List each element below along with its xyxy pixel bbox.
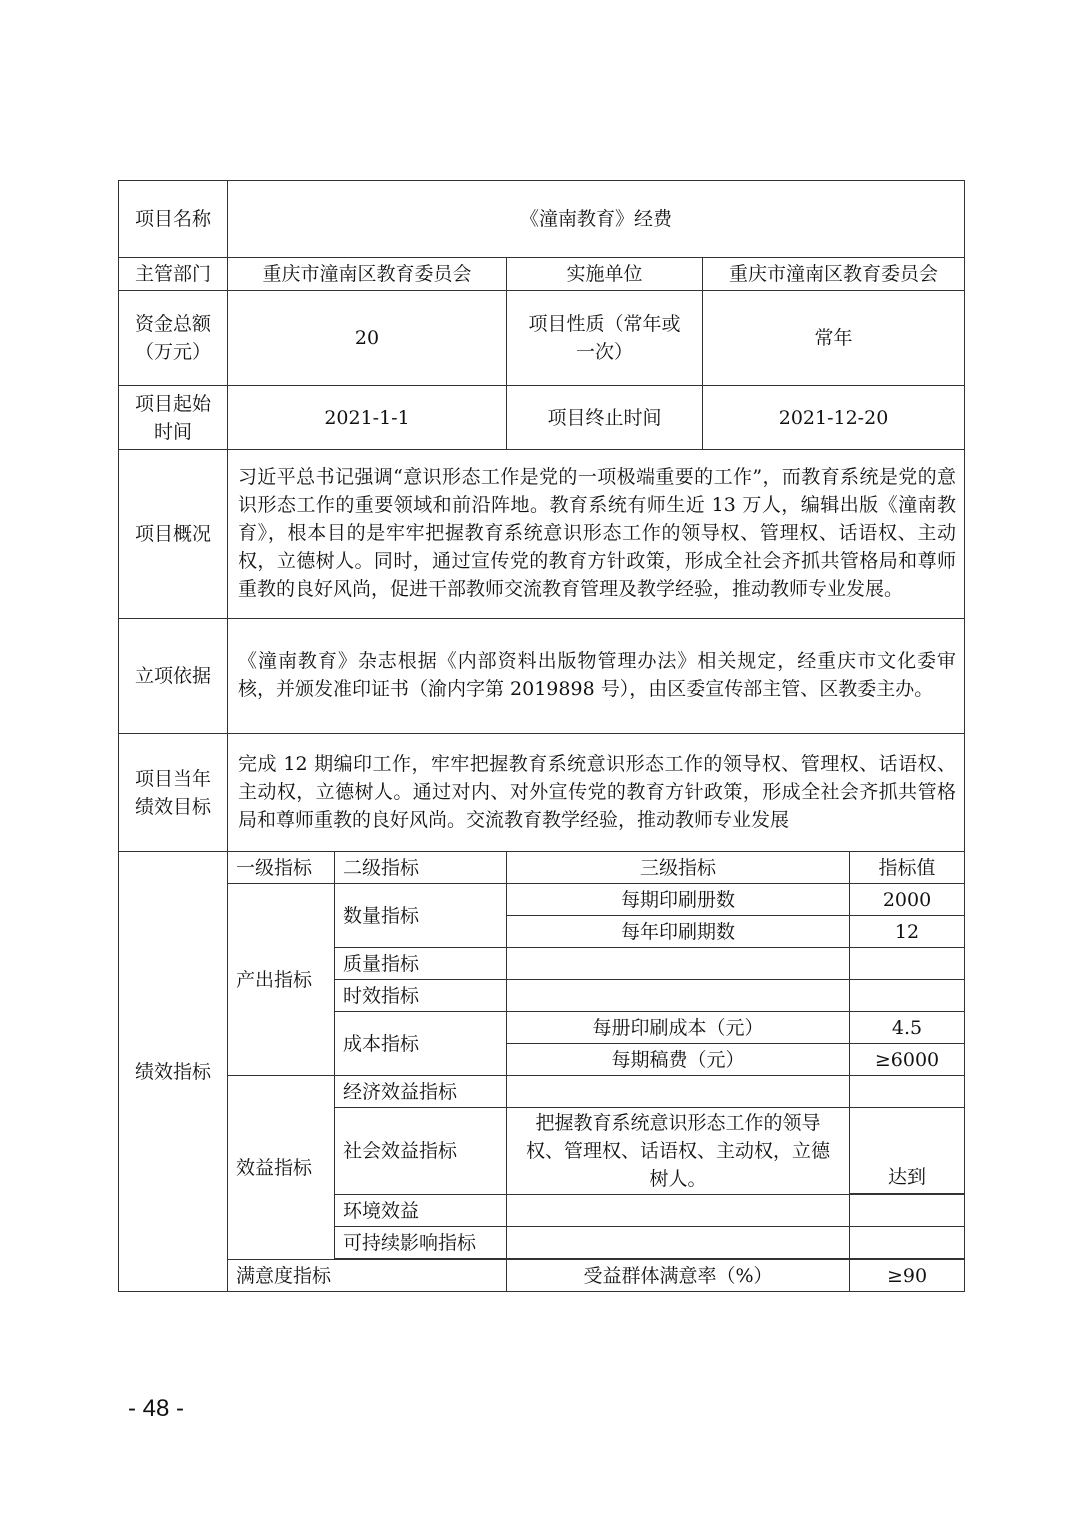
fund-total-label-line1: 资金总额: [134, 313, 211, 335]
project-name-value: 《潼南教育》经费: [228, 181, 965, 258]
sustainable-impact-label: 可持续影响指标: [335, 1227, 507, 1259]
social-benefit-detail: 把握教育系统意识形态工作的领导权、管理权、话语权、主动权，立德树人。: [507, 1108, 850, 1195]
print-cost-value: 4.5: [850, 1012, 965, 1044]
start-time-label: [119, 386, 228, 450]
project-nature-value: 常年: [703, 291, 965, 386]
timeliness-indicator-value: [850, 980, 965, 1012]
end-time-value: 2021-12-20: [703, 386, 965, 450]
start-time-value: 2021-1-1: [228, 386, 507, 450]
timeliness-indicator-label: 时效指标: [335, 980, 507, 1012]
annual-goal-label-line1: 项目当年: [134, 767, 211, 790]
performance-label: 绩效指标: [119, 852, 228, 1292]
project-performance-table: [118, 180, 965, 1292]
sustainable-impact-value: [850, 1227, 965, 1259]
fund-total-label-line2: （万元）: [134, 341, 211, 363]
fund-total-label: [119, 291, 228, 386]
annual-goal-text: 完成 12 期编印工作，牢牢把握教育系统意识形态工作的领导权、管理权、话语权、主动权，立德树人。通过对内、对外宣传党的教育方针政策，形成全社会齐抓共管格局和尊师重教的良好风尚。交流教育教学经验，推动教师专业发展: [228, 734, 965, 852]
basis-label: 立项依据: [119, 619, 228, 734]
manuscript-fee-value: ≥6000: [850, 1044, 965, 1076]
quality-indicator-value: [850, 948, 965, 980]
satisfaction-rate-label: 受益群体满意率（%）: [507, 1260, 850, 1292]
copies-per-issue-value: 2000: [850, 884, 965, 916]
header-level3: 三级指标: [507, 852, 850, 884]
implementing-unit-value: 重庆市潼南区教育委员会: [703, 258, 965, 291]
project-nature-label: [507, 291, 703, 386]
implementing-unit-label: 实施单位: [507, 258, 703, 291]
basis-text: 《潼南教育》杂志根据《内部资料出版物管理办法》相关规定，经重庆市文化委审核，并颁发准印证书（渝内字第 2019898 号），由区委宣传部主管、区教委主办。: [228, 619, 965, 734]
satisfaction-indicator-label: 满意度指标: [228, 1260, 507, 1292]
end-time-label: 项目终止时间: [507, 386, 703, 450]
economic-benefit-detail: [507, 1076, 850, 1108]
cost-indicator-label: 成本指标: [335, 1012, 507, 1076]
sustainable-impact-detail: [507, 1227, 850, 1259]
copies-per-issue-label: 每期印刷册数: [507, 884, 850, 916]
environmental-benefit-label: 环境效益: [335, 1195, 507, 1227]
environmental-benefit-detail: [507, 1195, 850, 1227]
quality-indicator-label: 质量指标: [335, 948, 507, 980]
header-level2: 二级指标: [335, 852, 507, 884]
project-name-label: 项目名称: [119, 181, 228, 258]
issues-per-year-value: 12: [850, 916, 965, 948]
manuscript-fee-label: 每期稿费（元）: [507, 1044, 850, 1076]
print-cost-label: 每册印刷成本（元）: [507, 1012, 850, 1044]
header-value: 指标值: [850, 852, 965, 884]
start-time-label-line1: 项目起始: [134, 392, 211, 415]
annual-goal-label-line2: 绩效目标: [134, 795, 211, 818]
issues-per-year-label: 每年印刷期数: [507, 916, 850, 948]
social-benefit-value: 达到: [850, 1108, 965, 1194]
header-level1: 一级指标: [228, 852, 335, 884]
annual-goal-label: [119, 734, 228, 852]
quality-indicator-detail: [507, 948, 850, 980]
overview-label: 项目概况: [119, 450, 228, 619]
start-time-label-line2: 时间: [153, 420, 192, 443]
department-label: 主管部门: [119, 258, 228, 291]
timeliness-indicator-detail: [507, 980, 850, 1012]
fund-total-value: 20: [228, 291, 507, 386]
project-nature-label-line2: 一次）: [575, 341, 633, 363]
project-nature-label-line1: 项目性质（常年或: [528, 313, 681, 335]
department-value: 重庆市潼南区教育委员会: [228, 258, 507, 291]
economic-benefit-value: [850, 1076, 965, 1108]
social-benefit-label: 社会效益指标: [335, 1108, 507, 1195]
benefit-indicator-label: 效益指标: [228, 1076, 335, 1260]
environmental-benefit-value: [850, 1195, 965, 1227]
page-number: - 48 -: [128, 1395, 185, 1422]
output-indicator-label: 产出指标: [228, 884, 335, 1076]
overview-text: 习近平总书记强调“意识形态工作是党的一项极端重要的工作”，而教育系统是党的意识形态工作的重要领域和前沿阵地。教育系统有师生近 13 万人，编辑出版《潼南教育》，根本目的是牢牢把握教育系统意识形态工作的领导权、管理权、话语权、主动权，立德树人。同时，通过宣传党的教育方针政策，形成全社会齐抓共管格局和尊师重教的良好风尚，促进干部教师交流教育管理及教学经验，推动教师专业发展。: [228, 450, 965, 619]
economic-benefit-label: 经济效益指标: [335, 1076, 507, 1108]
satisfaction-rate-value: ≥90: [850, 1260, 965, 1292]
quantity-indicator-label: 数量指标: [335, 884, 507, 948]
